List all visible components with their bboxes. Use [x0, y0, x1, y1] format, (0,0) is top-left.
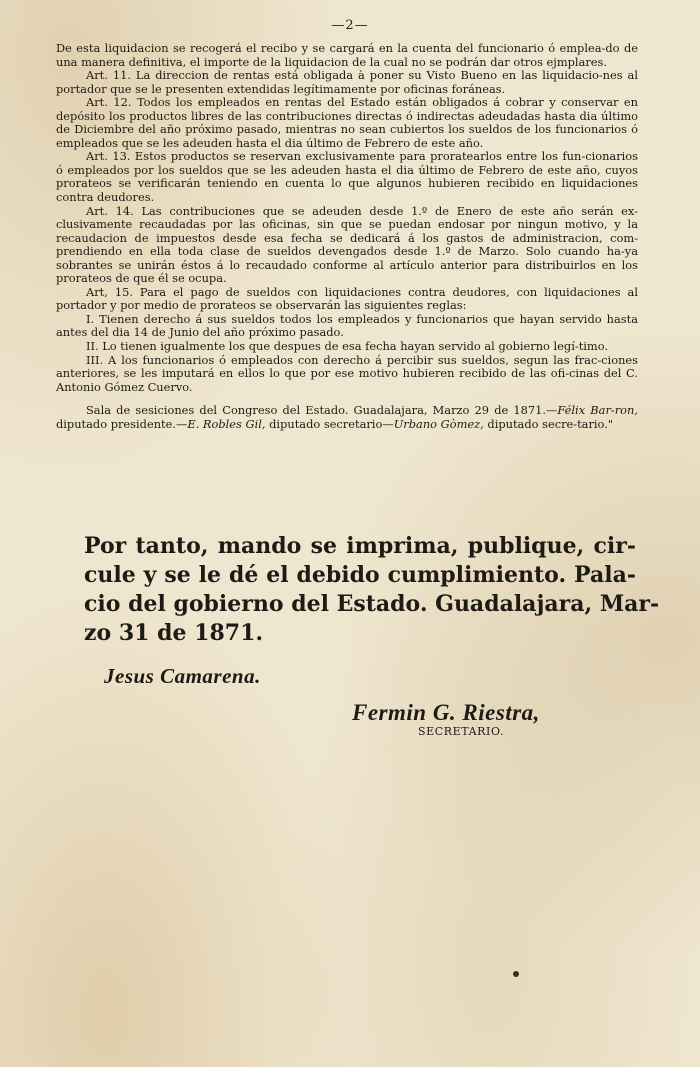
article-13: Art. 13. Estos productos se reservan exclusivamente para proratearlos entre los fun-cionarios ó empleados por los sueldos que se les adeuden hasta el dia último de Febrero de este año, cuyos prorateos se verificarán teniendo en cuenta lo que algunos hubieren recibido en liquidaciones contra deudores. [56, 149, 638, 205]
article-15: Art, 15. Para el pago de sueldos con liquidaciones contra deudores, con liquidaciones al portador y por medio de prorateos se observarán las siguientes reglas: [56, 284, 638, 313]
paragraph-liquidacion: De esta liquidacion se recogerá el recibo y se cargará en la cuenta del funcionario ó emplea-do de una manera definitiva, el importe de la liquidacion de la cual no se podrán dar otros ejmplares. [56, 41, 638, 69]
page-number: —2— [331, 18, 369, 33]
decree-line: Por tanto, mando se imprima, publique, cir- [84, 533, 636, 559]
decree-line: zo 31 de 1871. [84, 620, 264, 646]
president-role: diputado presidente.— [56, 416, 188, 431]
closing-lead: Sala de sesiciones del Congreso del Estado. Guadalajara, Marzo 29 de 1871.— [86, 403, 558, 418]
article-11: Art. 11. La direccion de rentas está obligada à poner su Visto Bueno en las liquidacio-nes al portador que se le presenten extendidas legítimamente por oficinas foráneas. [56, 68, 638, 96]
secretary-1-name: E. Robles Gil, [187, 416, 266, 431]
decree-proclamation [84, 532, 660, 648]
article-14: Art. 14. Las contribuciones que se adeuden desde 1.º de Enero de este año serán ex-clusivamente recaudadas por las oficinas, sin que se puedan endosar por ningun motivo, y la recaudacion de impuestos desde esa fecha se dedicará á los gastos de administracion, com-prendiendo en ella toda clase de sueldos devengados desde 1.º de Marzo. Solo cuando ha-ya sobrantes se unirán éstos á lo recaudado conforme al artículo anterior para distribuirlos en los prorateos de que él se ocupa. [56, 203, 638, 286]
decree-line: cio del gobierno del Estado. Guadalajara, Mar- [84, 591, 660, 617]
rule-3: III. A los funcionarios ó empleados con derecho á percibir sus sueldos, segun las frac-ciones anteriores, se les imputará en ellos lo que por ese motivo hubieren recibido de las ofi-cinas del C. Antonio Gómez Cuervo. [56, 352, 638, 394]
rule-2: II. Lo tienen igualmente los que despues de esa fecha hayan servido al gobierno legí-timo. [86, 339, 609, 354]
secretary-2-role: diputado secre-tario." [483, 416, 614, 431]
rule-1: I. Tienen derecho á sus sueldos todos los empleados y funcionarios que hayan servido hasta antes del dia 14 de Junio del año próximo pasado. [56, 311, 638, 340]
governor-signature: Jesus Camarena. [104, 664, 261, 688]
ink-blot [513, 971, 519, 977]
secretary-1-role: diputado secretario— [265, 416, 394, 431]
article-12: Art. 12. Todos los empleados en rentas del Estado están obligados á cobrar y conservar en depósito los productos libres de las contribuciones directas ó indirectas adeudadas hasta dia último de Diciembre del año próximo pasado, mientras no sean cubiertos los sueldos de los funcionarios ó empleados que se les adeuden hasta el dia último de Febrero de este año. [56, 95, 638, 150]
decree-body-text [56, 42, 638, 431]
closing-statement [56, 404, 638, 431]
secretary-signature: Fermin G. Riestra, [352, 700, 540, 725]
president-name: Félix Bar-ron, [557, 403, 638, 418]
secretary-2-name: Urbano Gòmez, [393, 416, 484, 431]
decree-line: cule y se le dé el debido cumplimiento. Pala- [84, 562, 636, 588]
secretary-title: SECRETARIO. [418, 725, 505, 738]
